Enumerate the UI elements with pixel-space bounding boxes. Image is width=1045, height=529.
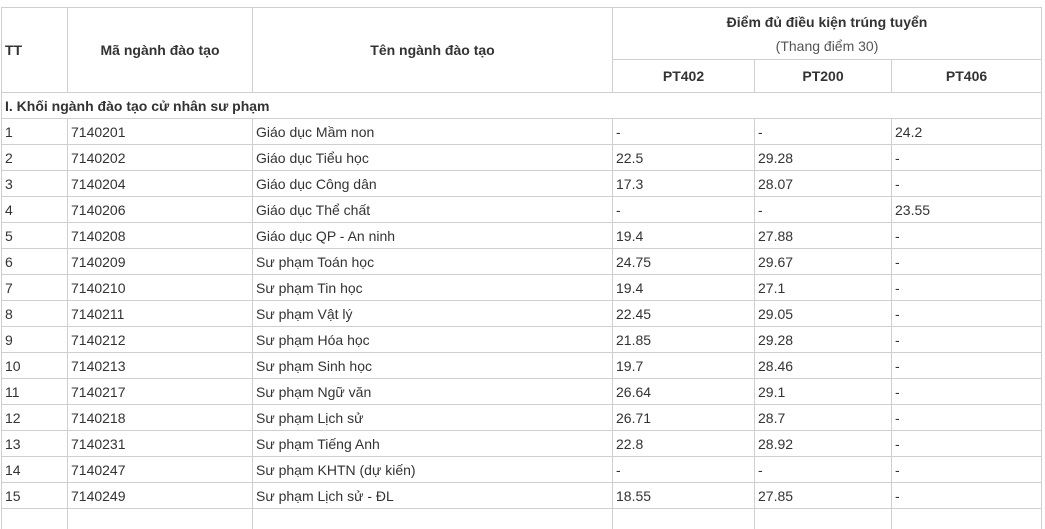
cell-pt200: - <box>755 457 892 483</box>
table-row <box>2 379 1042 405</box>
cell-tt: 11 <box>2 379 68 405</box>
cell-pt200: 28.07 <box>755 171 892 197</box>
cell-tt: 4 <box>2 197 68 223</box>
cell-pt406: - <box>892 145 1042 171</box>
header-tt: TT <box>2 8 68 93</box>
cell-program-code: 7140206 <box>68 197 253 223</box>
header-score-title: Điểm đủ điều kiện trúng tuyển <box>616 13 1038 31</box>
cell-program-code: 7140247 <box>68 457 253 483</box>
cell-tt: 9 <box>2 327 68 353</box>
cell-program-name: Sư phạm KHTN (dự kiến) <box>253 457 613 483</box>
header-score-scale: (Thang điểm 30) <box>616 37 1038 55</box>
cell-pt200: 29.05 <box>755 301 892 327</box>
cell-tt: 1 <box>2 119 68 145</box>
cell-pt406: - <box>892 327 1042 353</box>
cell-program-name: Giáo dục Mầm non <box>253 119 613 145</box>
cell-tt: 8 <box>2 301 68 327</box>
group-title: I. Khối ngành đào tạo cử nhân sư phạm <box>2 93 1042 119</box>
table-row-partial <box>2 509 1042 529</box>
cell-tt: 12 <box>2 405 68 431</box>
cell-pt402: 21.85 <box>613 327 755 353</box>
cell-pt200: 29.67 <box>755 249 892 275</box>
cell-pt200: 28.92 <box>755 431 892 457</box>
header-pt402: PT402 <box>613 60 755 93</box>
cell-empty <box>253 509 613 529</box>
cell-pt200: - <box>755 197 892 223</box>
cell-pt200: 27.1 <box>755 275 892 301</box>
cell-program-code: 7140202 <box>68 145 253 171</box>
table-row <box>2 327 1042 353</box>
cell-tt: 2 <box>2 145 68 171</box>
cell-pt402: 22.5 <box>613 145 755 171</box>
cell-program-code: 7140218 <box>68 405 253 431</box>
cell-pt200: 29.1 <box>755 379 892 405</box>
cell-pt200: 29.28 <box>755 327 892 353</box>
cell-pt406: - <box>892 353 1042 379</box>
cell-pt406: - <box>892 301 1042 327</box>
cell-pt200: - <box>755 119 892 145</box>
header-pt406: PT406 <box>892 60 1042 93</box>
cell-program-code: 7140231 <box>68 431 253 457</box>
cell-program-name: Giáo dục Thể chất <box>253 197 613 223</box>
cell-pt402: 26.64 <box>613 379 755 405</box>
header-program-name: Tên ngành đào tạo <box>253 8 613 93</box>
header-score-group <box>613 8 1042 60</box>
cell-program-name: Giáo dục QP - An ninh <box>253 223 613 249</box>
header-pt200: PT200 <box>755 60 892 93</box>
cell-program-code: 7140204 <box>68 171 253 197</box>
cell-program-name: Sư phạm Lịch sử - ĐL <box>253 483 613 509</box>
cell-program-code: 7140201 <box>68 119 253 145</box>
cell-pt402: 22.8 <box>613 431 755 457</box>
admission-score-table <box>1 7 1042 529</box>
cell-tt: 10 <box>2 353 68 379</box>
cell-program-code: 7140212 <box>68 327 253 353</box>
table-row <box>2 197 1042 223</box>
cell-program-code: 7140211 <box>68 301 253 327</box>
cell-tt: 13 <box>2 431 68 457</box>
cell-pt200: 28.7 <box>755 405 892 431</box>
cell-pt406: - <box>892 379 1042 405</box>
cell-program-code: 7140213 <box>68 353 253 379</box>
cell-pt406: - <box>892 171 1042 197</box>
cell-pt402: - <box>613 457 755 483</box>
cell-pt402: 19.4 <box>613 223 755 249</box>
cell-program-code: 7140217 <box>68 379 253 405</box>
cell-program-name: Sư phạm Sinh học <box>253 353 613 379</box>
cell-tt: 14 <box>2 457 68 483</box>
cell-empty <box>892 509 1042 529</box>
cell-pt402: 26.71 <box>613 405 755 431</box>
table-row <box>2 119 1042 145</box>
table-row <box>2 223 1042 249</box>
table-row <box>2 301 1042 327</box>
cell-tt: 3 <box>2 171 68 197</box>
cell-tt: 6 <box>2 249 68 275</box>
table-row <box>2 171 1042 197</box>
cell-program-name: Sư phạm Ngữ văn <box>253 379 613 405</box>
table-row <box>2 353 1042 379</box>
cell-program-code: 7140249 <box>68 483 253 509</box>
cell-empty <box>755 509 892 529</box>
cell-empty <box>2 509 68 529</box>
table-row <box>2 145 1042 171</box>
cell-tt: 5 <box>2 223 68 249</box>
table-row <box>2 457 1042 483</box>
cell-pt402: 19.4 <box>613 275 755 301</box>
cell-pt402: - <box>613 197 755 223</box>
cell-pt200: 29.28 <box>755 145 892 171</box>
cell-empty <box>613 509 755 529</box>
cell-program-name: Sư phạm Vật lý <box>253 301 613 327</box>
cell-program-name: Giáo dục Công dân <box>253 171 613 197</box>
cell-empty <box>68 509 253 529</box>
cell-pt200: 28.46 <box>755 353 892 379</box>
cell-program-name: Sư phạm Toán học <box>253 249 613 275</box>
cell-program-code: 7140208 <box>68 223 253 249</box>
cell-program-name: Sư phạm Hóa học <box>253 327 613 353</box>
cell-pt406: 24.2 <box>892 119 1042 145</box>
cell-pt406: - <box>892 249 1042 275</box>
cell-pt406: - <box>892 457 1042 483</box>
cell-pt402: 17.3 <box>613 171 755 197</box>
cell-pt402: - <box>613 119 755 145</box>
cell-pt406: - <box>892 483 1042 509</box>
cell-pt200: 27.88 <box>755 223 892 249</box>
cell-program-code: 7140210 <box>68 275 253 301</box>
cell-pt406: - <box>892 223 1042 249</box>
table-row <box>2 431 1042 457</box>
table-row <box>2 483 1042 509</box>
cell-pt402: 22.45 <box>613 301 755 327</box>
cell-pt402: 24.75 <box>613 249 755 275</box>
table-row <box>2 249 1042 275</box>
table-row <box>2 275 1042 301</box>
cell-pt200: 27.85 <box>755 483 892 509</box>
cell-pt406: - <box>892 275 1042 301</box>
header-program-code: Mã ngành đào tạo <box>68 8 253 93</box>
cell-pt406: - <box>892 431 1042 457</box>
cell-pt406: 23.55 <box>892 197 1042 223</box>
cell-tt: 7 <box>2 275 68 301</box>
cell-pt402: 19.7 <box>613 353 755 379</box>
cell-program-name: Sư phạm Tin học <box>253 275 613 301</box>
cell-program-name: Sư phạm Lịch sử <box>253 405 613 431</box>
cell-pt406: - <box>892 405 1042 431</box>
table-row <box>2 405 1042 431</box>
cell-tt: 15 <box>2 483 68 509</box>
cell-program-name: Giáo dục Tiểu học <box>253 145 613 171</box>
cell-program-name: Sư phạm Tiếng Anh <box>253 431 613 457</box>
cell-program-code: 7140209 <box>68 249 253 275</box>
cell-pt402: 18.55 <box>613 483 755 509</box>
